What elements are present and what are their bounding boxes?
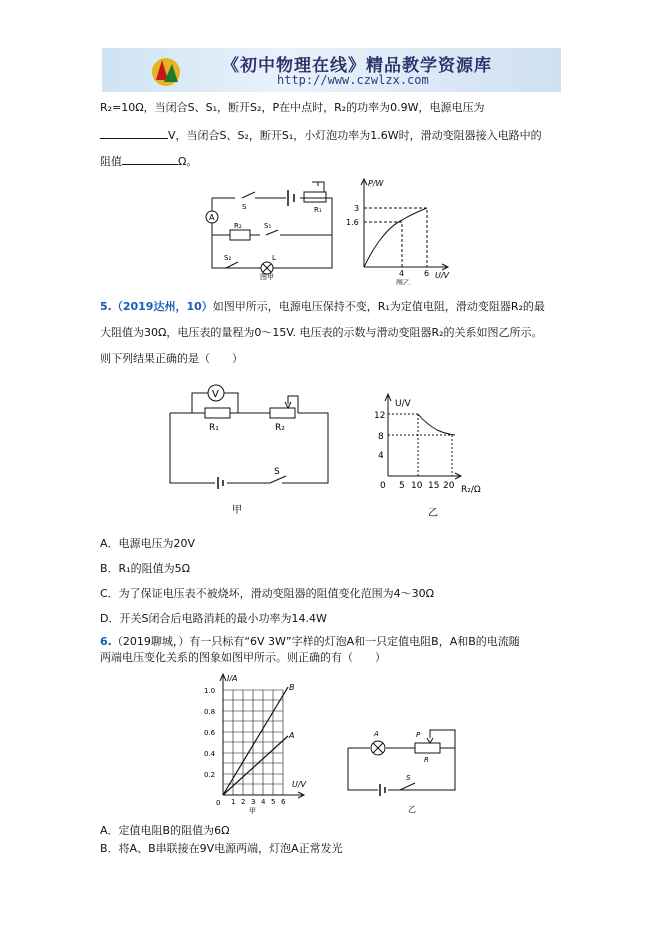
option-a: A．定值电阻B的阻值为6Ω: [100, 824, 230, 837]
figure-caption: 图甲: [260, 273, 274, 280]
label-r: R: [424, 756, 429, 764]
x-tick: 5: [271, 798, 276, 806]
header-banner: [102, 48, 561, 92]
x-tick: 2: [241, 798, 246, 806]
q5-line3: 则下列结果正确的是（ ）: [100, 352, 243, 365]
y-tick: 0.8: [204, 708, 216, 716]
question-number: 6.: [100, 635, 112, 648]
figure-caption: 乙: [408, 805, 416, 814]
option-c: C．为了保证电压表不被烧坏，滑动变阻器的阻值变化范围为4～30Ω: [100, 587, 435, 600]
y-tick: 0.6: [204, 729, 216, 737]
label-s1: S₁: [264, 222, 272, 230]
x-tick: 3: [251, 798, 256, 806]
y-tick: 4: [378, 451, 384, 461]
x-tick: 15: [428, 481, 440, 491]
line-b-label: B: [289, 683, 295, 692]
label-l: L: [272, 254, 276, 262]
y-tick: 12: [374, 411, 386, 421]
label-a: A: [374, 730, 379, 738]
y-tick: 1.0: [204, 687, 216, 695]
figure-caption: 甲: [232, 505, 242, 516]
figure-caption: 图乙: [396, 279, 410, 285]
label-r2: R₂: [275, 423, 285, 433]
label-s: S: [406, 774, 411, 782]
q6-line1: 6.（2019聊城，）有一只标有“6V 3W”字样的灯泡A和一只定值电阻B，A和B的电流随: [100, 635, 520, 648]
q4-line1: R₂=10Ω，当闭合S、S₁，断开S₂，P在中点时，R₂的功率为0.9W，电源电压为: [100, 101, 485, 114]
q5-circuit-diagram: [160, 378, 335, 518]
x-axis-label: R₂/Ω: [461, 485, 481, 495]
banner-url: http://www.czwlzx.com: [277, 73, 429, 87]
label-p: P: [416, 731, 421, 739]
label-s2: S₂: [224, 254, 232, 262]
power-curve: [364, 208, 427, 267]
y-tick: 0.2: [204, 771, 216, 779]
option-b: B．R₁的阻值为5Ω: [100, 562, 191, 575]
x-tick: 1: [231, 798, 236, 806]
label-r2: R₂: [234, 222, 242, 230]
origin-label: 0: [216, 799, 221, 807]
q5-line1: 5.（2019达州，10）如图甲所示，电源电压保持不变，R₁为定值电阻，滑动变阻器R₂的最: [100, 300, 545, 313]
q4-power-voltage-graph: [342, 175, 457, 285]
y-tick: 3: [354, 204, 360, 213]
label-s: S: [242, 203, 247, 211]
q4-line3: 阻值 Ω。: [100, 155, 198, 168]
answer-blank: [122, 154, 178, 165]
x-tick: 6: [424, 269, 430, 278]
y-axis-label: I/A: [227, 674, 238, 683]
y-tick: 8: [378, 432, 384, 442]
voltmeter-label: V: [212, 389, 219, 400]
y-tick: 0.4: [204, 750, 216, 758]
q6-current-voltage-graph: [195, 670, 320, 815]
y-axis-label: U/V: [395, 399, 411, 409]
x-axis-label: U/V: [292, 780, 307, 789]
q5-line2: 大阻值为30Ω，电压表的量程为0～15V. 电压表的示数与滑动变阻器R₂的关系如图乙所示。: [100, 326, 543, 339]
x-tick: 5: [399, 481, 405, 491]
x-tick: 4: [261, 798, 266, 806]
x-tick: 20: [443, 481, 455, 491]
ammeter-label: A: [209, 213, 215, 222]
q5-voltage-resistance-graph: [360, 388, 490, 518]
x-tick: 6: [281, 798, 286, 806]
figure-caption: 乙: [428, 508, 438, 518]
origin-label: 0: [380, 481, 386, 491]
label-r1: R₁: [209, 423, 219, 433]
q4-circuit-diagram: [200, 180, 340, 280]
label-r1: R₁: [314, 206, 322, 214]
q4-line2: V，当闭合S、S₂，断开S₁，小灯泡功率为1.6W时，滑动变阻器接入电路中的: [100, 128, 542, 143]
banner-title: 《初中物理在线》精品教学资源库: [222, 56, 492, 76]
q6-line2: 两端电压变化关系的图象如图甲所示。则正确的有（ ）: [100, 651, 386, 664]
voltage-curve: [418, 414, 455, 435]
option-b: B．将A、B串联接在9V电源两端，灯泡A正常发光: [100, 842, 343, 855]
y-axis-label: P/W: [368, 179, 384, 188]
option-a: A．电源电压为20V: [100, 537, 196, 550]
option-d: D．开关S闭合后电路消耗的最小功率为14.4W: [100, 612, 327, 625]
line-a-label: A: [289, 731, 295, 740]
x-tick: 4: [399, 269, 405, 278]
x-tick: 10: [411, 481, 423, 491]
y-tick: 1.6: [346, 218, 359, 227]
x-axis-label: U/V: [435, 271, 450, 280]
question-number: 5.（2019达州，10）: [100, 300, 213, 313]
figure-caption: 甲: [249, 807, 256, 815]
logo-icon: [146, 50, 186, 90]
answer-blank: [100, 128, 168, 139]
q6-circuit-diagram: [340, 720, 465, 820]
label-s: S: [274, 467, 280, 477]
